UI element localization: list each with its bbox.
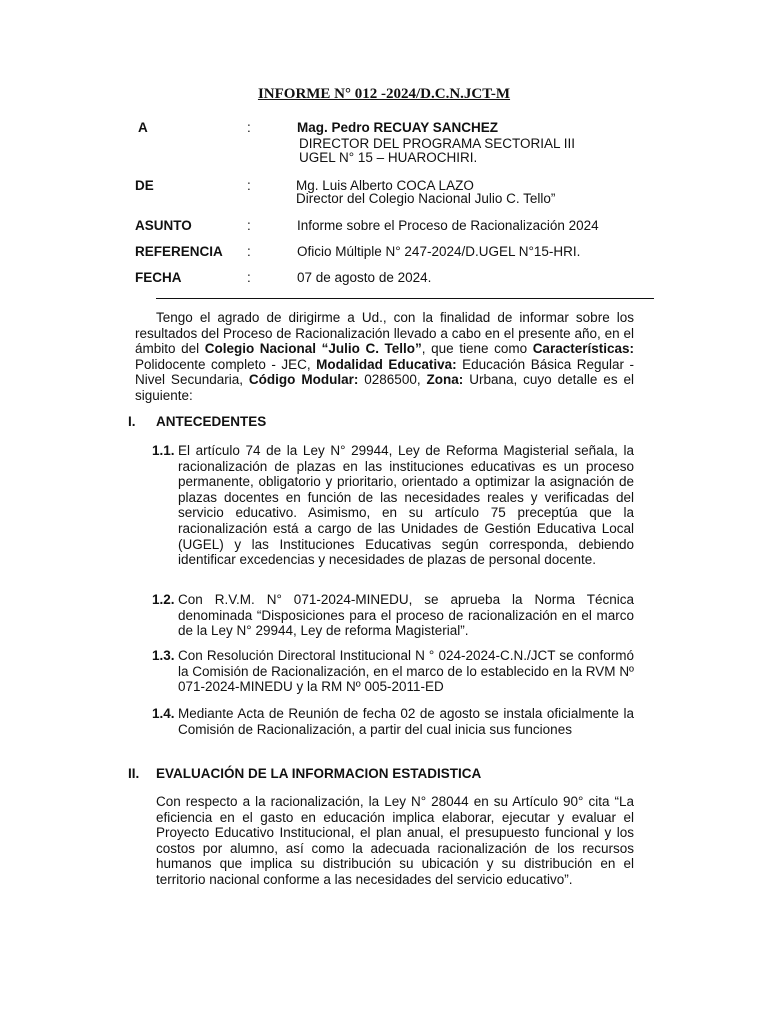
- reference-value: Oficio Múltiple N° 247-2024/D.UGEL N°15-HRI.: [297, 244, 581, 259]
- header-de-label: DE: [135, 178, 154, 193]
- document-title: INFORME N° 012 -2024/D.C.N.JCT-M: [257, 86, 511, 102]
- item-1-2-text: Con R.V.M. N° 071-2024-MINEDU, se aprueba la Norma Técnica denominada “Disposiciones para el proceso de racionalización en el marco de la Ley N° 29944, Ley de reforma Magisterial”.: [178, 592, 634, 639]
- date-value: 07 de agosto de 2024.: [297, 270, 432, 285]
- header-referencia-label: REFERENCIA: [135, 244, 223, 259]
- header-fecha-label: FECHA: [135, 270, 182, 285]
- item-1-1-number: 1.1.: [152, 443, 175, 458]
- header-asunto-label: ASUNTO: [135, 218, 192, 233]
- header-fecha-colon: :: [247, 270, 251, 285]
- subject-value: Informe sobre el Proceso de Racionalización 2024: [297, 218, 599, 233]
- recipient-name: Mag. Pedro RECUAY SANCHEZ: [297, 120, 499, 135]
- item-1-4-number: 1.4.: [152, 706, 175, 721]
- item-1-3-text: Con Resolución Directoral Institucional N ° 024-2024-C.N./JCT se conformó la Comisión de Racionalización, en el marco de lo establecido en la RVM Nº 071-2024-MINEDU y la RM Nº 005-2011-ED: [178, 648, 634, 695]
- section-1-title: ANTECEDENTES: [156, 414, 267, 429]
- sender-name: Mg. Luis Alberto COCA LAZO: [296, 178, 474, 193]
- item-1-1-text: El artículo 74 de la Ley N° 29944, Ley de Reforma Magisterial señala, la racionalización de plazas en las instituciones educativas es un proceso permanente, obligatorio y prioritario, orientado a optimizar la asignación de plazas docentes en función de las necesidades reales y verificadas del servicio educativo. Asimismo, en su artículo 75 preceptúa que la racionalización está a cargo de las Unidades de Gestión Educativa Local (UGEL) y las Instituciones Educativas según corresponda, debiendo identificar excedencias y necesidades de plazas de personal docente.: [178, 443, 634, 568]
- header-de-colon: :: [247, 178, 251, 193]
- sender-position: Director del Colegio Nacional Julio C. Tello”: [296, 191, 556, 206]
- header-a-colon: :: [247, 120, 251, 135]
- header-referencia-colon: :: [247, 244, 251, 259]
- section-2-number: II.: [128, 766, 140, 781]
- intro-paragraph: Tengo el agrado de dirigirme a Ud., con la finalidad de informar sobre los resultados del Proceso de Racionalización llevado a cabo en el presente año, en el ámbito del Colegio Nacional “Julio C. Tello”, que tiene como Características: Polidocente completo - JEC, Modalidad Educativa: Educación Básica Regular - Nivel Secundaria, Código Modular: 0286500, Zona: Urbana, cuyo detalle es el siguiente:: [135, 310, 635, 403]
- item-1-3-number: 1.3.: [152, 648, 175, 663]
- header-divider: [156, 298, 654, 299]
- header-a-label: A: [138, 120, 148, 135]
- section-2-title: EVALUACIÓN DE LA INFORMACION ESTADISTICA: [156, 766, 482, 781]
- header-asunto-colon: :: [247, 218, 251, 233]
- item-1-2-number: 1.2.: [152, 592, 175, 607]
- item-1-4-text: Mediante Acta de Reunión de fecha 02 de agosto se instala oficialmente la Comisión de Racionalización, a partir del cual inicia sus funciones: [178, 706, 634, 737]
- recipient-position: DIRECTOR DEL PROGRAMA SECTORIAL III: [299, 136, 576, 151]
- section-1-number: I.: [128, 414, 136, 429]
- recipient-unit: UGEL N° 15 – HUAROCHIRI.: [299, 150, 478, 165]
- section-2-paragraph: Con respecto a la racionalización, la Ley N° 28044 en su Artículo 90° cita “La eficiencia en el gasto en educación implica elaborar, ejecutar y evaluar el Proyecto Educativo Institucional, el plan anual, el presupuesto funcional y los costos por alumno, así como la adecuada racionalización de los recursos humanos que implica su distribución su ubicación y su distribución en el territorio nacional conforme a las necesidades del servicio educativo”.: [156, 794, 634, 887]
